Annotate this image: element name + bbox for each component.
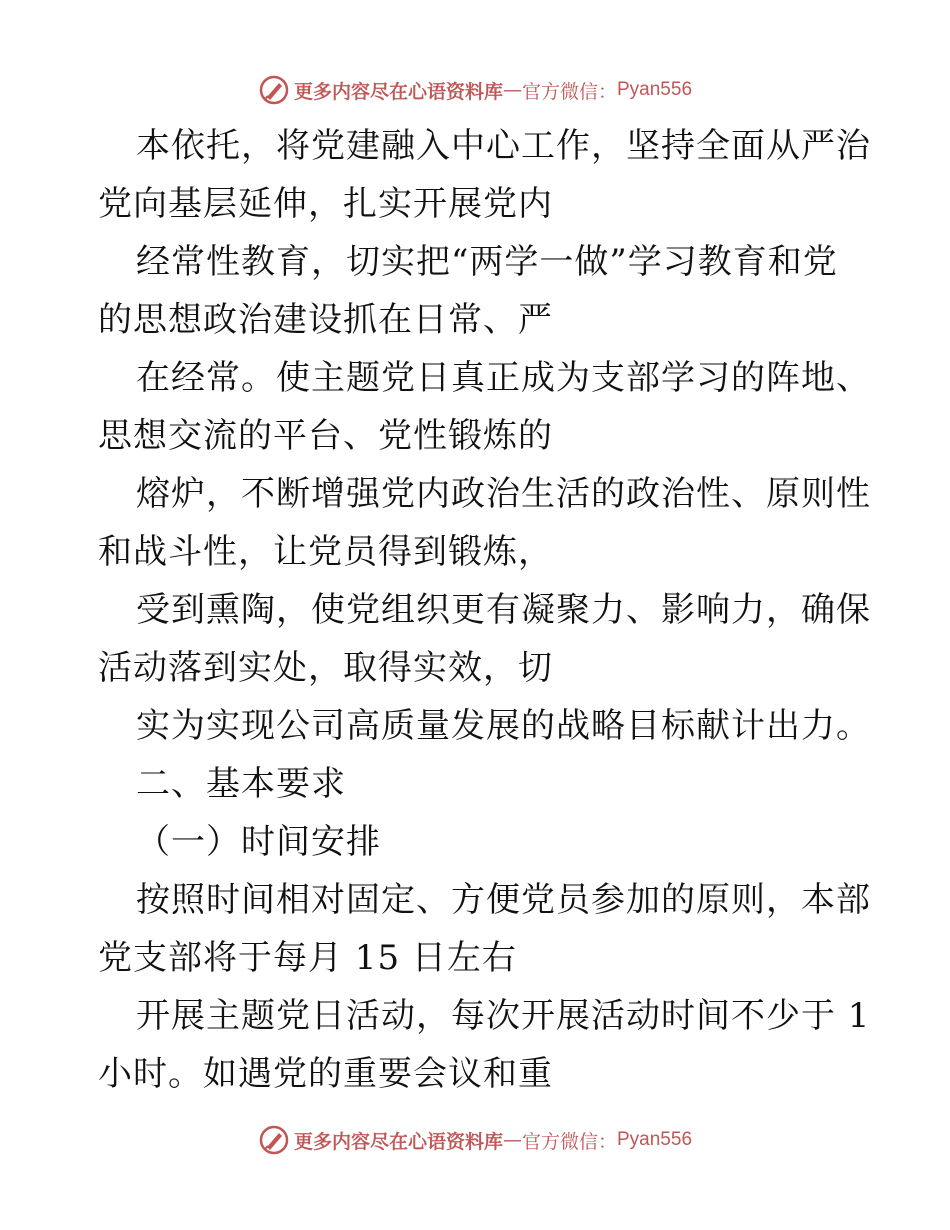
banner-official-label: 官方微信： <box>521 1130 617 1153</box>
body-line: 和战斗性，让党员得到锻炼， <box>98 532 553 572</box>
body-line: 活动落到实处，取得实效，切 <box>98 648 553 688</box>
body-line: 实为实现公司高质量发展的战略目标献计出力。 <box>136 706 871 746</box>
body-line: 受到熏陶，使党组织更有凝聚力、影响力，确保 <box>136 590 871 630</box>
banner-text: 更多内容尽在心语资料库 <box>293 1130 503 1153</box>
banner-wechat-id: Pyan556 <box>617 79 693 100</box>
section-heading: 二、基本要求 <box>136 764 346 804</box>
body-line: 思想交流的平台、党性锻炼的 <box>98 416 553 456</box>
quill-pen-logo-icon <box>258 1124 290 1156</box>
footer-watermark-banner <box>0 1120 950 1160</box>
quill-pen-logo-icon <box>258 74 290 106</box>
banner-text: 更多内容尽在心语资料库 <box>293 80 503 103</box>
body-line: 党向基层延伸，扎实开展党内 <box>98 184 553 224</box>
body-line: 熔炉，不断增强党内政治生活的政治性、原则性 <box>136 474 871 514</box>
body-line: 的思想政治建设抓在日常、严 <box>98 300 553 340</box>
body-line: 开展主题党日活动，每次开展活动时间不少于 1 <box>136 996 871 1036</box>
body-line: 小时。如遇党的重要会议和重 <box>98 1054 553 1094</box>
body-line: 本依托，将党建融入中心工作，坚持全面从严治 <box>136 126 871 166</box>
subsection-heading: （一）时间安排 <box>136 822 381 862</box>
banner-dash: — <box>502 1129 522 1151</box>
banner-wechat-id: Pyan556 <box>617 1129 693 1150</box>
header-watermark-banner <box>0 70 950 110</box>
banner-official-label: 官方微信： <box>521 80 617 103</box>
body-line: 党支部将于每月 15 日左右 <box>98 938 517 978</box>
body-line: 在经常。使主题党日真正成为支部学习的阵地、 <box>136 358 871 398</box>
body-line: 经常性教育，切实把“两学一做”学习教育和党 <box>136 242 838 282</box>
banner-dash: — <box>502 79 522 101</box>
body-line: 按照时间相对固定、方便党员参加的原则，本部 <box>136 880 871 920</box>
